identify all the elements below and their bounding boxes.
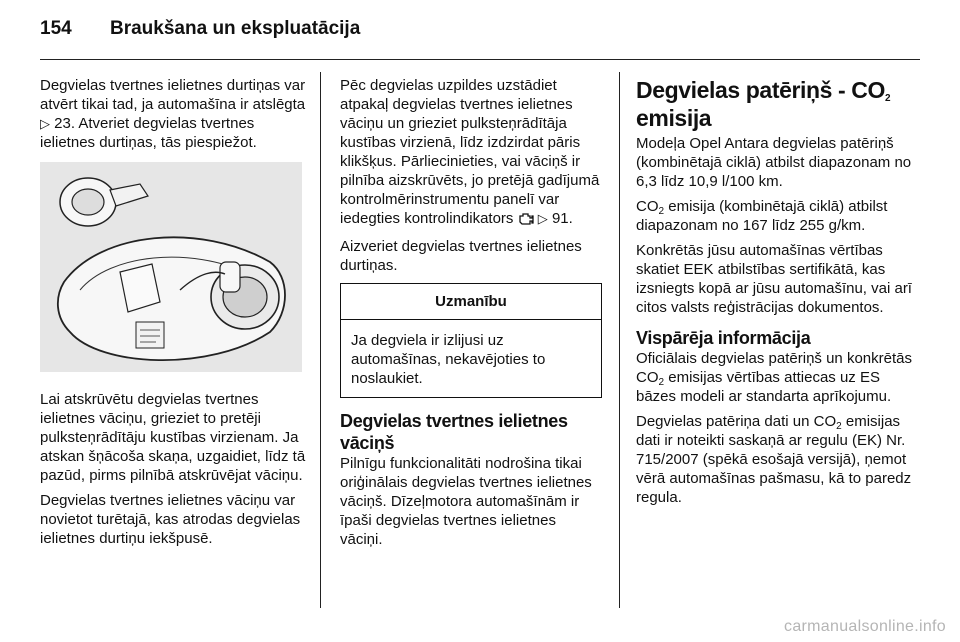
paragraph: Aizveriet degvielas tvertnes ielietnes durtiņas. [340,238,582,274]
page-number: 154 [40,18,72,39]
paragraph: Oficiālais degvielas patēriņš un konkrētās $CO_2$ emisijas vērtības attiecas uz ES bāzes modeli ar standarta aprīkojumu. [636,350,912,405]
warning-box [340,283,602,398]
column-3 [636,76,916,513]
section-heading: Degvielas tvertnes ielietnes vāciņš [340,411,568,453]
watermark: carmanualsonline.info [784,618,946,635]
section-title: Degvielas patēriņš - $CO_2$ emisija [636,77,891,131]
fuel-filler-illustration-icon [40,162,302,372]
column-2 [340,76,602,555]
paragraph: Konkrētās jūsu automašīnas vērtības skatiet EEK atbilstības sertifikātā, kas izsniegts kopā ar jūsu automašīnu, vai arī citos valsts reģistrācijas dokumentos. [636,242,912,316]
paragraph: Lai atskrūvētu degvielas tvertnes ielietnes vāciņu, grieziet to pretēji pulksteņrādītāju kustības virzienam. Ja atskan šņācoša skaņa, uzgaidiet, līdz tā pazūd, pirms pilnībā atskrūvējat vāciņu. [40,391,306,484]
page-reference: 91 [551,210,569,227]
page-reference: 23 [54,115,71,132]
paragraph: $CO_2$ emisija (kombinētajā ciklā) atbilst diapazonam no 167 līdz 255 g/km. [636,198,888,234]
page-title: Braukšana un ekspluatācija [110,18,361,39]
paragraph: Degvielas tvertnes ielietnes durtiņas var atvērt tikai tad, ja automašīna ir atslēgta ▷ 23. Atveriet degvielas tvertnes ielietnes durtiņas, tās piespiežot. [40,77,306,151]
section-heading: Vispārēja informācija [636,328,811,348]
paragraph: Pēc degvielas uzpildes uzstādiet atpakaļ degvielas tvertnes ielietnes vāciņu un grieziet pulksteņrādītāja kustības virzienā, līdz izdzirdat pāris klikšķus. Pārliecinieties, vai vāciņš ir pilnība aizskrūvēts, jo pretējā gadījumā kontrolmērinstrumentu panelī var iedegties kontrolindikators ▷ 91. [340,76,602,231]
header-rule [40,59,920,60]
warning-title: Uzmanību [341,284,601,320]
paragraph: Degvielas tvertnes ielietnes vāciņu var novietot turētajā, kas atrodas degvielas ielietnes durtiņu iekšpusē. [40,492,301,547]
triangle-right-icon: ▷ [40,116,50,131]
column-divider [320,72,321,608]
fuel-cap-illustration [40,162,302,372]
page-header [40,18,360,40]
engine-warning-icon [518,212,534,231]
paragraph: Modeļa Opel Antara degvielas patēriņš (kombinētajā ciklā) atbilst diapazonam no 6,3 līdz 10,9 l/100 km. [636,135,912,190]
column-divider [619,72,620,608]
column-1 [40,76,306,554]
paragraph: Pilnīgu funkcionalitāti nodrošina tikai oriģinālais degvielas tvertnes ielietnes vāciņš. Dīzeļmotora automašīnām ir īpaši degvielas tvertnes ielietnes vāciņi. [340,455,592,548]
warning-body: Ja degviela ir izlijusi uz automašīnas, nekavējoties to noslaukiet. [351,332,546,387]
paragraph: Degvielas patēriņa dati un $CO_2$ emisijas dati ir noteikti saskaņā ar regulu (EK) Nr. 715/2007 (spēkā esošajā versijā), ņemot vērā automašīnas pašmasu, kā to paredz regula. [636,413,912,506]
triangle-right-icon: ▷ [537,211,548,226]
